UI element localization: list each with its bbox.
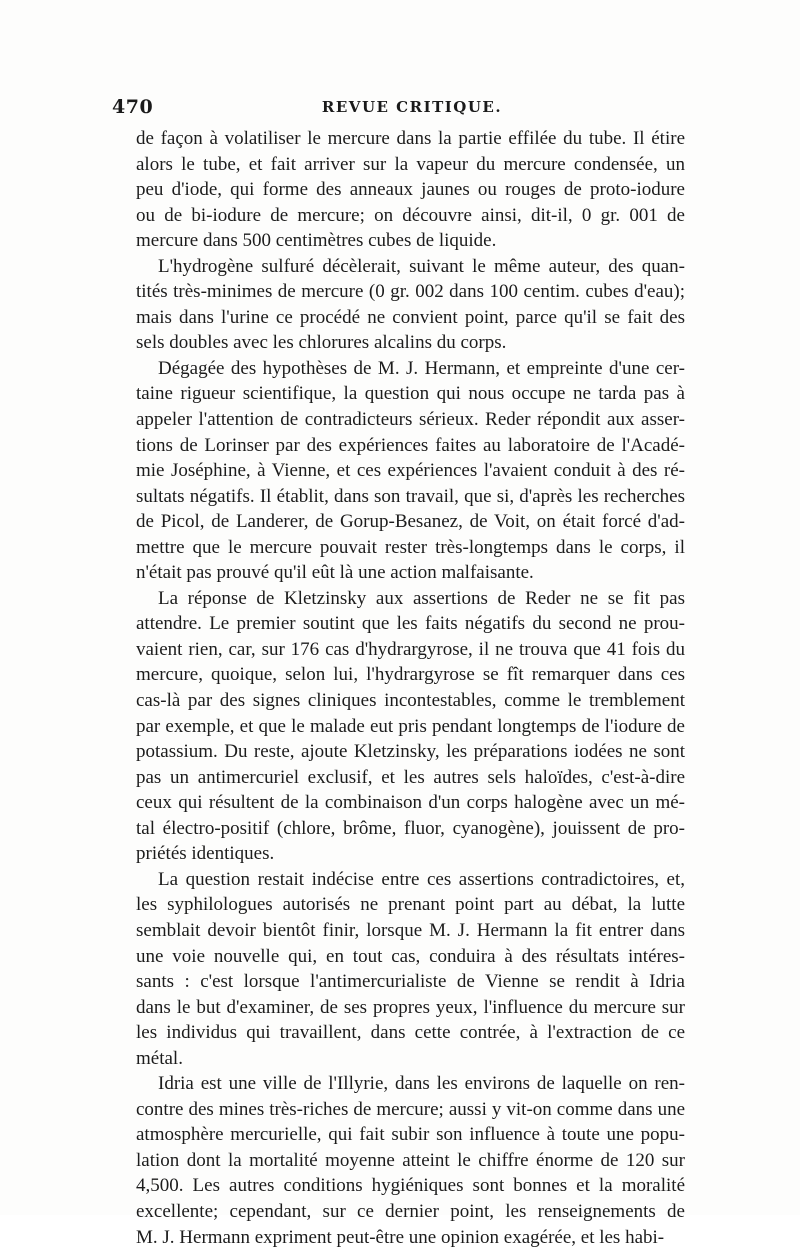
- text-line: sels doubles avec les chlorures alcalins du corps.: [136, 332, 507, 354]
- text-line: La réponse de Kletzinsky aux assertions de Reder ne se fit pas: [158, 587, 685, 609]
- text-line: tal électro-positif (chlore, brôme, fluor, cyanogène), jouissent de pro-: [136, 817, 685, 839]
- text-line: excellente; cependant, sur ce dernier point, les renseignements de: [136, 1200, 685, 1222]
- text-line: potassium. Du reste, ajoute Kletzinsky, les préparations iodées ne sont: [136, 741, 685, 763]
- text-line: Idria est une ville de l'Illyrie, dans les environs de laquelle on ren-: [158, 1073, 685, 1095]
- text-line: métal.: [136, 1047, 183, 1069]
- text-line: par exemple, et que le malade eut pris pendant longtemps de l'iodure de: [136, 715, 685, 737]
- text-line: cas-là par des signes cliniques incontestables, comme le tremblement: [136, 690, 685, 712]
- text-line: semblait devoir bientôt finir, lorsque M. J. Hermann la fit entrer dans: [136, 919, 685, 941]
- text-line: 4,500. Les autres conditions hygiéniques sont bonnes et la moralité: [136, 1175, 685, 1197]
- paragraph: [115, 867, 685, 1071]
- text-line: mais dans l'urine ce procédé ne convient point, parce qu'il se fait des: [136, 306, 685, 328]
- page-header: [112, 96, 684, 122]
- text-line: dans le but d'examiner, de ses propres yeux, l'influence du mercure sur: [136, 996, 685, 1018]
- text-line: ceux qui résultent de la combinaison d'un corps halogène avec un mé-: [136, 792, 685, 814]
- text-line: une voie nouvelle qui, en tout cas, conduira à des résultats intéres-: [136, 945, 685, 967]
- text-line: les individus qui travaillent, dans cette contrée, à l'extraction de ce: [136, 1022, 685, 1044]
- text-line: sants : c'est lorsque l'antimercurialiste de Vienne se rendit à Idria: [136, 971, 685, 993]
- text-line: de façon à volatiliser le mercure dans la partie effilée du tube. Il étire: [136, 128, 685, 149]
- text-line: mettre que le mercure pouvait rester très-longtemps dans le corps, il: [136, 536, 685, 558]
- text-line: pas un antimercuriel exclusif, et les autres sels haloïdes, c'est-à-dire: [136, 766, 685, 788]
- body-text: [115, 126, 685, 1250]
- paragraph: [115, 126, 685, 254]
- text-line: taine rigueur scientifique, la question qui nous occupe ne tarda pas à: [136, 383, 685, 405]
- paragraph: [115, 254, 685, 356]
- text-line: lation dont la mortalité moyenne atteint le chiffre énorme de 120 sur: [136, 1149, 685, 1171]
- running-title: REVUE CRITIQUE.: [321, 98, 503, 116]
- text-line: Dégagée des hypothèses de M. J. Hermann, et empreinte d'une cer-: [158, 357, 685, 379]
- paragraph: [115, 1071, 685, 1250]
- text-line: M. J. Hermann expriment peut-être une opinion exagérée, et les habi-: [136, 1226, 665, 1248]
- text-line: de Picol, de Landerer, de Gorup-Besanez, de Voit, on était forcé d'ad-: [136, 511, 685, 533]
- text-line: L'hydrogène sulfuré décèlerait, suivant le même auteur, des quan-: [158, 255, 685, 277]
- text-line: contre des mines très-riches de mercure; aussi y vit-on comme dans une: [136, 1098, 685, 1120]
- text-line: atmosphère mercurielle, qui fait subir son influence à toute une popu-: [136, 1124, 685, 1146]
- text-line: attendre. Le premier soutint que les faits négatifs du second ne prou-: [136, 613, 685, 635]
- text-line: les syphilologues autorisés ne prenant point part au débat, la lutte: [136, 894, 685, 916]
- text-line: tions de Lorinser par des expériences faites au laboratoire de l'Acadé-: [136, 434, 685, 456]
- text-line: appeler l'attention de contradicteurs sérieux. Reder répondit aux asser-: [136, 409, 685, 431]
- text-line: priétés identiques.: [136, 843, 275, 865]
- text-line: vaient rien, car, sur 176 cas d'hydrargyrose, il ne trouva que 41 fois du: [136, 638, 685, 660]
- text-line: sultats négatifs. Il établit, dans son travail, que si, d'après les recherches: [136, 485, 685, 507]
- text-line: mercure, quoique, selon lui, l'hydrargyrose se fît remarquer dans ces: [136, 664, 685, 686]
- page-number: 470: [112, 96, 154, 118]
- text-line: mie Joséphine, à Vienne, et ces expériences l'avaient conduit à des ré-: [136, 460, 685, 482]
- text-line: alors le tube, et fait arriver sur la vapeur du mercure condensée, un: [136, 153, 685, 175]
- text-line: mercure dans 500 centimètres cubes de liquide.: [136, 230, 497, 252]
- text-line: tités très-minimes de mercure (0 gr. 002 dans 100 centim. cubes d'eau);: [136, 281, 685, 303]
- text-line: peu d'iode, qui forme des anneaux jaunes ou rouges de proto-iodure: [136, 179, 685, 201]
- paragraph: [115, 356, 685, 586]
- text-line: ou de bi-iodure de mercure; on découvre ainsi, dit-il, 0 gr. 001 de: [136, 204, 685, 226]
- paragraph: [115, 586, 685, 867]
- text-line: n'était pas prouvé qu'il eût là une action malfaisante.: [136, 562, 534, 584]
- text-line: La question restait indécise entre ces assertions contradictoires, et,: [158, 868, 685, 890]
